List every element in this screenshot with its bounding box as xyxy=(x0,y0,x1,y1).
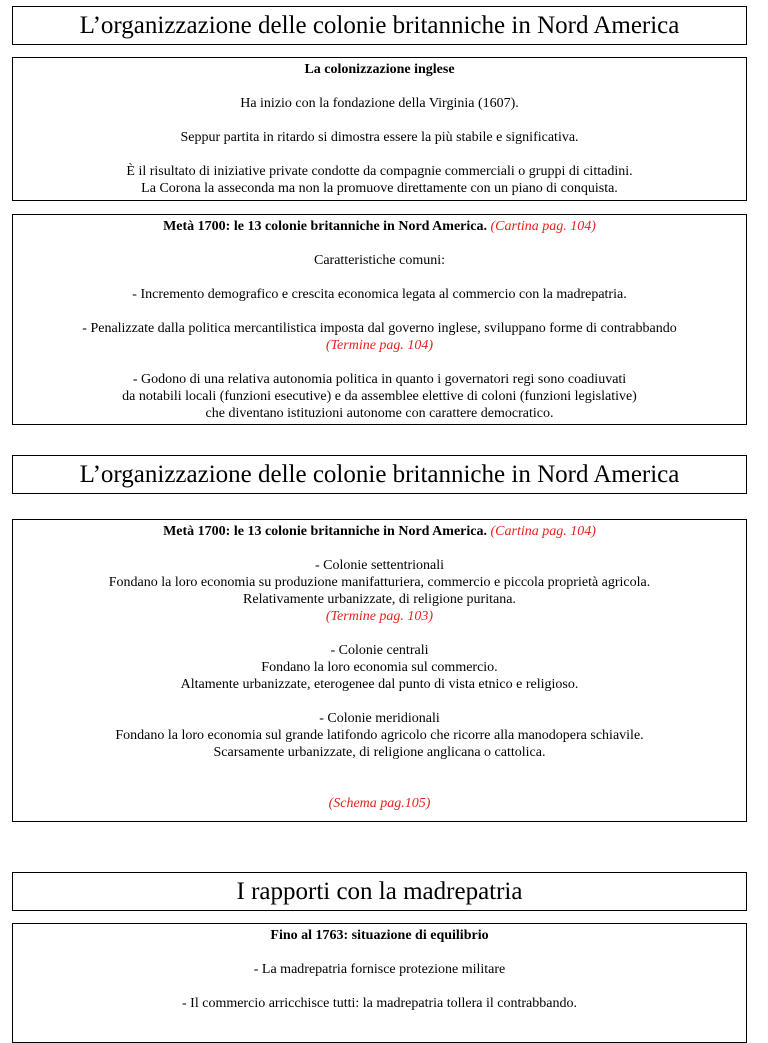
common-features-line-4: - Godono di una relativa autonomia politica in quanto i governatori regi sono coadiuvati xyxy=(132,372,627,387)
common-features-line-2: - Incremento demografico e crescita economica legata al commercio con la madrepatria. xyxy=(132,287,627,302)
colony-types-box xyxy=(12,519,747,822)
colonization-box xyxy=(12,57,747,201)
map-reference: (Cartina pag. 104) xyxy=(490,219,596,234)
south-colonies-line-1: Fondano la loro economia sul grande latifondo agricolo che ricorre alla manodopera schiavile. xyxy=(115,728,644,743)
common-features-line-3: - Penalizzate dalla politica mercantilistica imposta dal governo inglese, sviluppano forme di contrabbando xyxy=(82,321,677,336)
colonization-line-4: La Corona la asseconda ma non la promuove direttamente con un piano di conquista. xyxy=(141,181,618,196)
common-features-line-1: Caratteristiche comuni: xyxy=(313,253,445,268)
term-reference: (Termine pag. 104) xyxy=(325,338,434,353)
slide1-title: L’organizzazione delle colonie britanniche in Nord America xyxy=(79,11,680,39)
schema-reference: (Schema pag.105) xyxy=(328,796,431,811)
colony-types-heading: Metà 1700: le 13 colonie britanniche in Nord America. xyxy=(163,524,487,539)
common-features-heading-line xyxy=(13,218,746,235)
motherland-relations-heading: Fino al 1763: situazione di equilibrio xyxy=(270,928,489,943)
map-reference: (Cartina pag. 104) xyxy=(490,524,596,539)
colonization-heading: La colonizzazione inglese xyxy=(304,62,455,77)
colony-types-heading-line xyxy=(13,523,746,540)
colonization-line-3: È il risultato di iniziative private condotte da compagnie commerciali o gruppi di cittadini. xyxy=(126,164,633,179)
central-colonies-title: - Colonie centrali xyxy=(330,643,429,658)
common-features-box xyxy=(12,214,747,425)
slide3-title: I rapporti con la madrepatria xyxy=(236,877,523,905)
north-colonies-line-1: Fondano la loro economia su produzione manifatturiera, commercio e piccola proprietà agricola. xyxy=(108,575,651,590)
colonization-line-2: Seppur partita in ritardo si dimostra essere la più stabile e significativa. xyxy=(180,130,579,145)
motherland-relations-box xyxy=(12,923,747,1043)
common-features-heading: Metà 1700: le 13 colonie britanniche in Nord America. xyxy=(163,219,487,234)
central-colonies-line-2: Altamente urbanizzate, eterogenee dal punto di vista etnico e religioso. xyxy=(180,677,579,692)
north-colonies-title: - Colonie settentrionali xyxy=(314,558,445,573)
common-features-line-5: da notabili locali (funzioni esecutive) e da assemblee elettive di coloni (funzioni legislative) xyxy=(122,389,637,404)
motherland-relations-line-1: - La madrepatria fornisce protezione militare xyxy=(253,962,506,977)
slide3-title-box xyxy=(12,872,747,911)
common-features-line-6: che diventano istituzioni autonome con carattere democratico. xyxy=(205,406,554,421)
north-colonies-line-2: Relativamente urbanizzate, di religione puritana. xyxy=(243,592,516,607)
slide2-title: L’organizzazione delle colonie britanniche in Nord America xyxy=(79,460,680,488)
motherland-relations-line-2: - Il commercio arricchisce tutti: la madrepatria tollera il contrabbando. xyxy=(182,996,577,1011)
slide2-title-box xyxy=(12,455,747,494)
south-colonies-title: - Colonie meridionali xyxy=(319,711,440,726)
term-reference: (Termine pag. 103) xyxy=(325,609,434,624)
slide1-title-box xyxy=(12,6,747,45)
south-colonies-line-2: Scarsamente urbanizzate, di religione anglicana o cattolica. xyxy=(213,745,546,760)
colonization-line-1: Ha inizio con la fondazione della Virginia (1607). xyxy=(240,96,519,111)
central-colonies-line-1: Fondano la loro economia sul commercio. xyxy=(261,660,498,675)
